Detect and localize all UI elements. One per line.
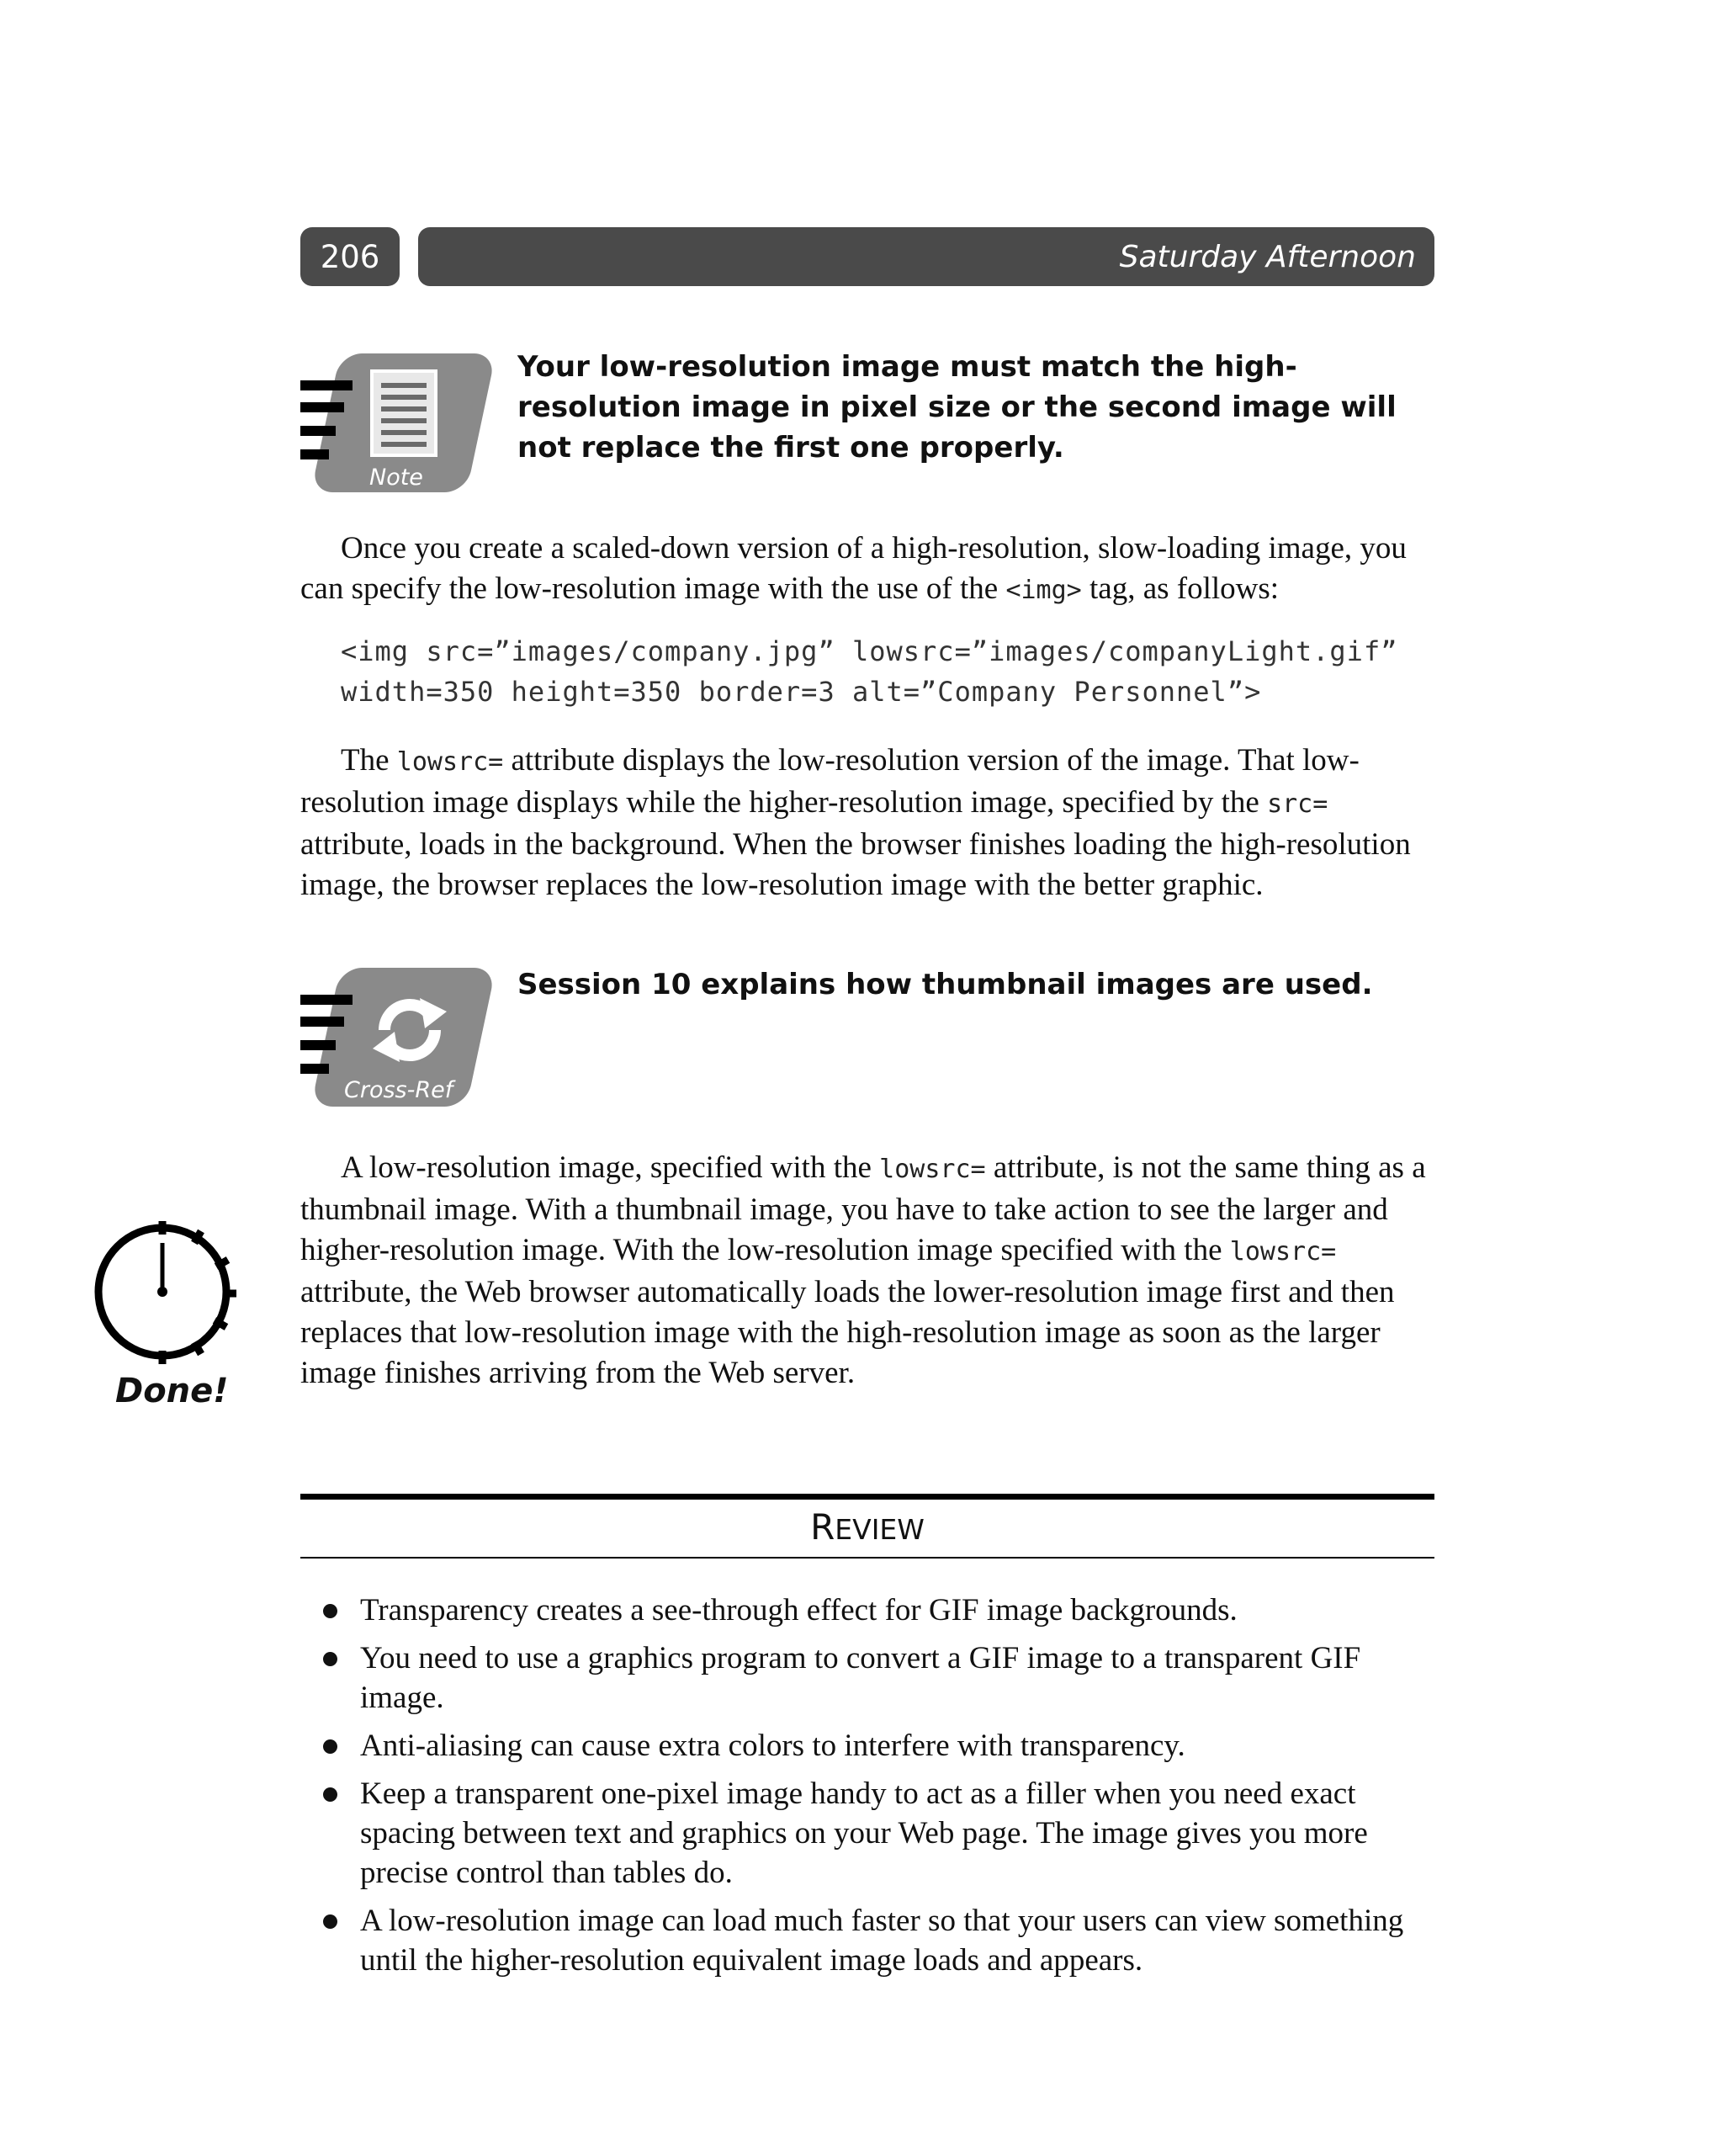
note-text: Your low-resolution image must match the high-resolution image in pixel size or the second image will not replace the first one properly. xyxy=(517,350,1397,465)
note-label: Note xyxy=(369,465,423,491)
review-top-rule xyxy=(300,1494,1434,1500)
body-paragraph-1: Once you create a scaled-down version of a high-resolution, slow-loading image, you can specify the low-resolution image with the use of the <img> tag, as follows: xyxy=(300,531,1407,606)
done-label: Done! xyxy=(115,1372,229,1410)
review-item: Anti-aliasing can cause extra colors to interfere with transparency. xyxy=(320,1726,1422,1766)
code-example: <img src=”images/company.jpg” lowsrc=”images/companyLight.gif” width=350 height=350 border=3 alt=”Company Personnel”> xyxy=(341,635,1398,708)
refresh-arrows-icon xyxy=(359,980,460,1081)
review-heading: REVIEW xyxy=(810,1506,925,1548)
clock-icon xyxy=(88,1216,248,1367)
document-icon xyxy=(369,369,438,458)
cross-ref-label: Cross-Ref xyxy=(344,1077,453,1103)
review-list xyxy=(320,1590,1422,1989)
note-icon xyxy=(300,353,494,497)
body-paragraph-2: The lowsrc= attribute displays the low-resolution version of the image. That low-resolution image displays while the higher-resolution image, specified by the src= attribute, loads in the background. When the browser finishes loading the high-resolution image, the browser replaces the low-resolution image with the better graphic. xyxy=(300,743,1411,902)
body-paragraph-3: A low-resolution image, specified with the lowsrc= attribute, is not the same thing as a thumbnail image. With a thumbnail image, you have to take action to see the larger and higher-resolution image. With the low-resolution image specified with the lowsrc= attribute, the Web browser automatically loads the lower-resolution image first and then replaces that low-resolution image with the high-resolution image as soon as the larger image finishes arriving from the Web server. xyxy=(300,1150,1426,1390)
review-bottom-rule xyxy=(300,1557,1434,1559)
review-item: Transparency creates a see-through effect for GIF image backgrounds. xyxy=(320,1590,1422,1630)
page-number: 206 xyxy=(300,227,400,286)
cross-ref-icon xyxy=(300,968,494,1111)
cross-ref-text: Session 10 explains how thumbnail images are used. xyxy=(517,968,1373,1001)
chapter-title: Saturday Afternoon xyxy=(418,227,1434,286)
review-item: You need to use a graphics program to convert a GIF image to a transparent GIF image. xyxy=(320,1638,1422,1718)
review-item: A low-resolution image can load much faster so that your users can view something until the higher-resolution equivalent image loads and appears. xyxy=(320,1901,1422,1980)
review-item: Keep a transparent one-pixel image handy to act as a filler when you need exact spacing between text and graphics on your Web page. The image gives you more precise control than tables do. xyxy=(320,1774,1422,1893)
